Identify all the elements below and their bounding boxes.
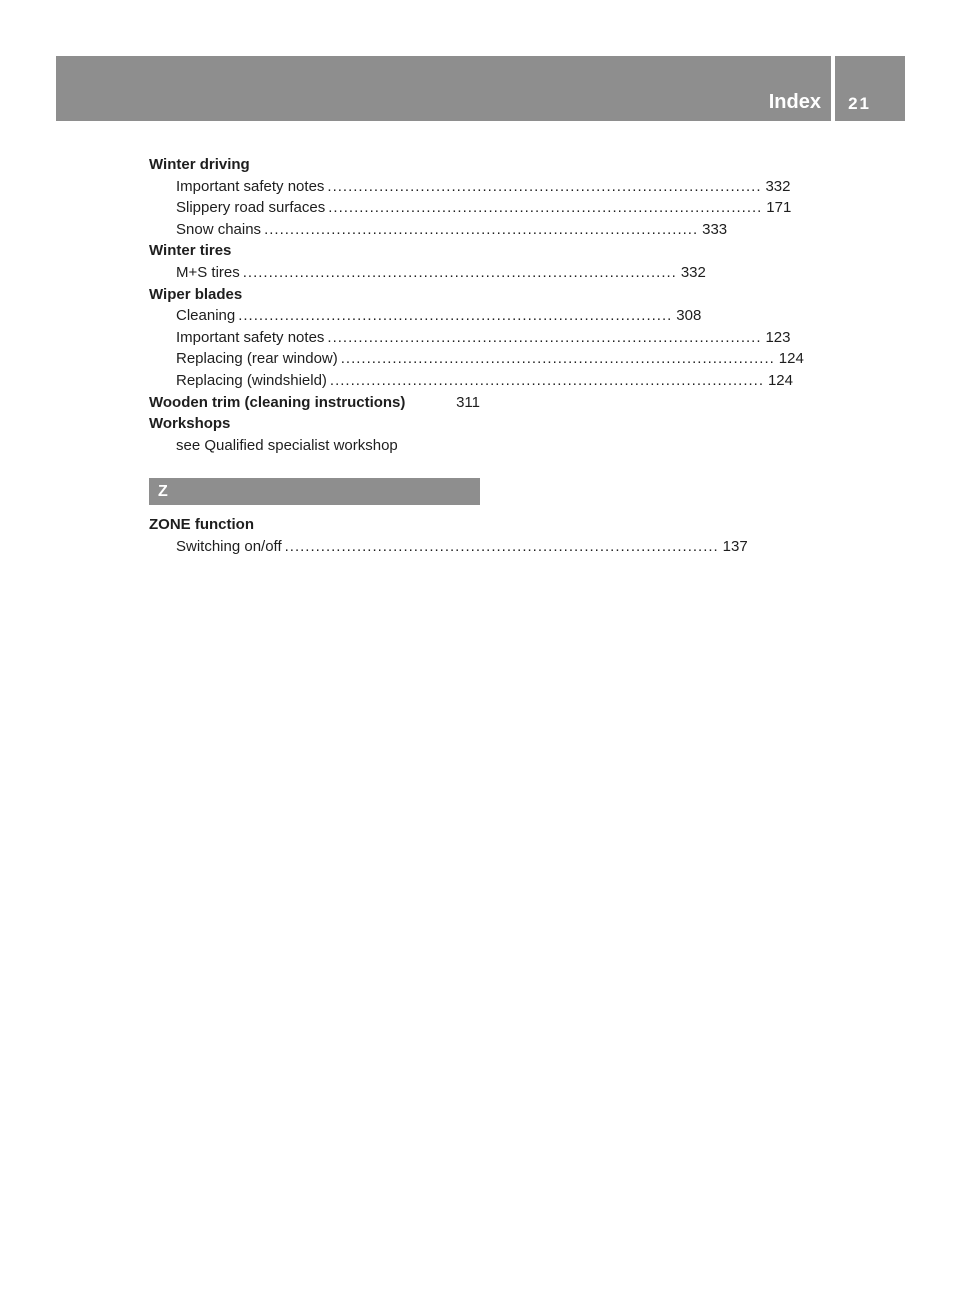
subentry-label: Cleaning [176, 307, 236, 325]
subentry-page: 137 [722, 537, 748, 555]
dot-leader: .................................................................................... [264, 220, 699, 238]
section-title: Index [768, 91, 821, 113]
index-subentry[interactable] [149, 176, 791, 198]
index-subentry[interactable] [149, 219, 728, 241]
subentry-page: 333 [702, 220, 728, 238]
index-subentry[interactable] [149, 262, 706, 284]
index-subentry[interactable] [149, 305, 702, 327]
subentry-label: Replacing (windshield) [176, 371, 327, 389]
index-entry-zone-function: ZONE function [149, 516, 254, 534]
index-entry-wiper-blades: Wiper blades [149, 285, 243, 303]
subentry-label: Replacing (rear window) [176, 350, 338, 368]
subentry-label: Switching on/off [176, 537, 282, 555]
entry-label: Wooden trim (cleaning instructions) [149, 393, 406, 411]
subentry-page: 308 [676, 307, 702, 325]
see-reference[interactable]: see Qualified specialist workshop [176, 436, 398, 454]
index-entry-winter-tires: Winter tires [149, 242, 232, 260]
dot-leader: .................................................................................... [327, 177, 762, 195]
index-subentry[interactable] [149, 348, 804, 370]
subentry-page: 124 [767, 371, 793, 389]
dot-leader: .................................................................................... [329, 371, 764, 389]
letter-heading-z: Z [149, 478, 480, 505]
index-subentry[interactable] [149, 197, 792, 219]
subentry-page: 123 [765, 328, 791, 346]
subentry-label: Important safety notes [176, 328, 325, 346]
dot-leader: .................................................................................... [340, 350, 775, 368]
index-subentry[interactable] [149, 536, 748, 558]
page-number: 21 [848, 94, 871, 113]
dot-leader: .................................................................................... [238, 307, 673, 325]
dot-leader: .................................................................................... [284, 537, 719, 555]
subentry-page: 124 [778, 350, 804, 368]
subentry-page: 332 [765, 177, 791, 195]
subentry-label: Slippery road surfaces [176, 199, 326, 217]
subentry-page: 171 [766, 199, 792, 217]
dot-leader: .................................................................................... [328, 199, 763, 217]
dot-leader: .................................................................................... [242, 263, 677, 281]
index-entry-winter-driving: Winter driving [149, 156, 250, 173]
subentry-label: Important safety notes [176, 177, 325, 195]
index-entry-workshops: Workshops [149, 415, 231, 433]
dot-leader: .................................................................................... [327, 328, 762, 346]
subentry-label: Snow chains [176, 220, 262, 238]
page-header-bar [56, 56, 905, 121]
index-entry-wooden-trim[interactable] [149, 392, 480, 414]
entry-page: 311 [456, 393, 480, 411]
subentry-label: M+S tires [176, 263, 240, 281]
index-column [149, 154, 804, 558]
index-subentry[interactable] [149, 327, 791, 349]
subentry-page: 332 [680, 263, 706, 281]
header-divider [831, 56, 835, 121]
index-subentry[interactable] [149, 370, 793, 392]
